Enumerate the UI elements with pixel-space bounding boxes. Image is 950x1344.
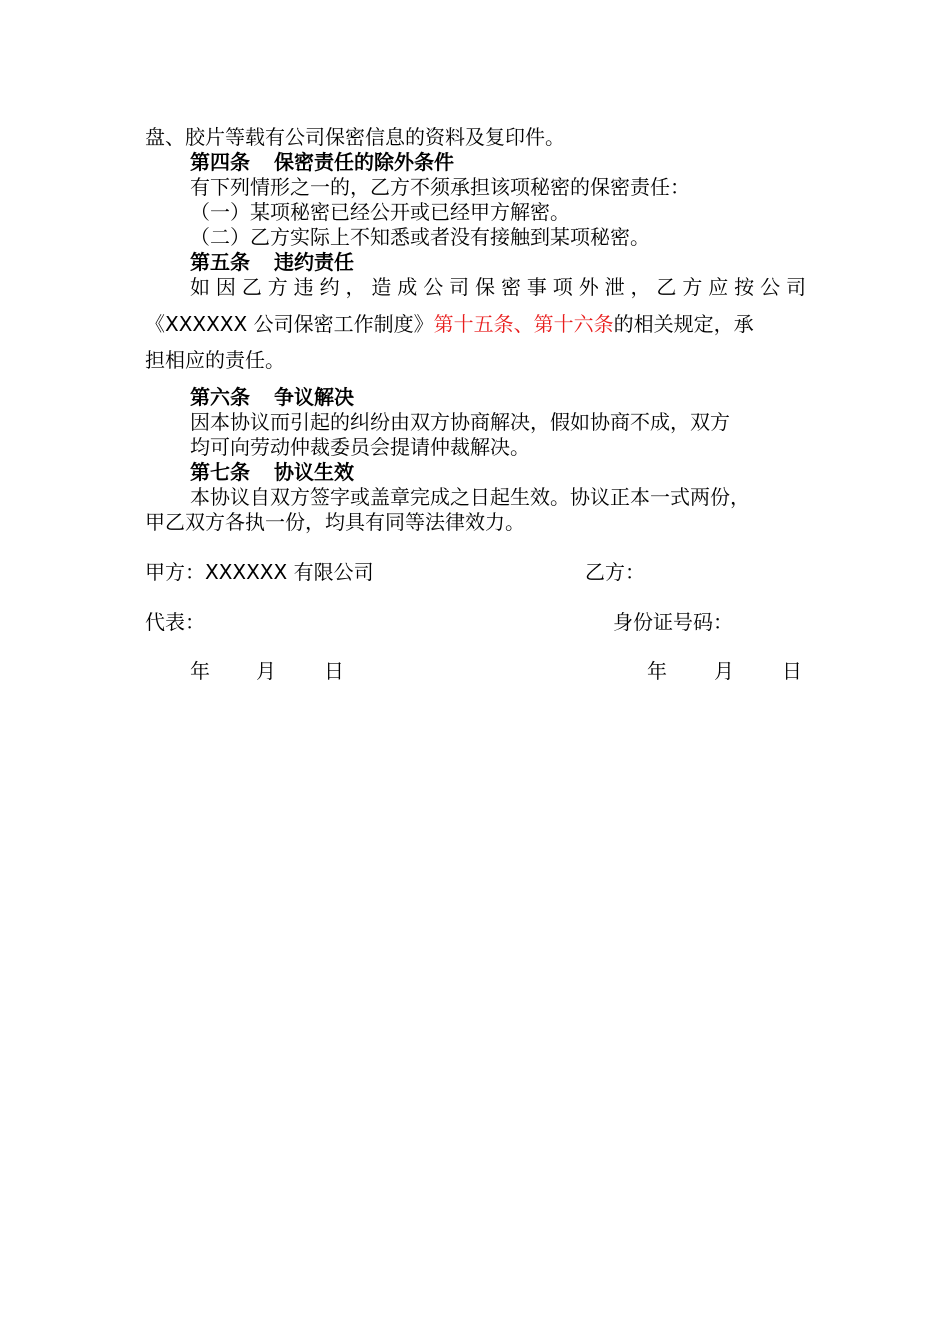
article-5-red-clause-ref: 第十五条、第十六条	[433, 312, 614, 336]
party-b-date-month: 月	[714, 659, 734, 683]
article-6-line-2: 均可向劳动仲裁委员会提请仲裁解决。	[190, 435, 530, 459]
article-4-heading	[190, 150, 454, 175]
article-7-number: 第七条	[190, 460, 250, 484]
party-a-label: 甲方：XXXXXX 有限公司	[145, 560, 374, 584]
representative-label: 代表：	[145, 610, 205, 634]
article-5-line-1: 如因乙方违约，造成公司保密事项外泄，乙方应按公司	[190, 275, 806, 299]
article-6-heading	[190, 385, 354, 410]
party-b-date-day: 日	[782, 659, 802, 683]
article-4-number: 第四条	[190, 150, 250, 174]
article-7-title: 协议生效	[274, 460, 354, 484]
party-a-date-month: 月	[256, 659, 276, 683]
id-number-label: 身份证号码：	[613, 610, 733, 634]
article-5-line-2	[145, 312, 754, 337]
article-5-line-3: 担相应的责任。	[145, 348, 285, 372]
party-b-label: 乙方：	[585, 560, 645, 584]
article-7-heading	[190, 460, 354, 485]
article-6-title: 争议解决	[274, 385, 354, 409]
article-4-title: 保密责任的除外条件	[274, 150, 454, 174]
article-7-line-2: 甲乙双方各执一份，均具有同等法律效力。	[145, 510, 525, 534]
party-a-date-day: 日	[324, 659, 344, 683]
article-5-line-2-prefix: 《XXXXXX 公司保密工作制度》	[145, 312, 434, 336]
article-6-line-1: 因本协议而引起的纠纷由双方协商解决，假如协商不成，双方	[190, 410, 730, 434]
article-7-line-1: 本协议自双方签字或盖章完成之日起生效。协议正本一式两份，	[190, 485, 750, 509]
party-a-date-year: 年	[190, 659, 210, 683]
article-5-heading	[190, 250, 354, 275]
article-5-line-2-suffix: 的相关规定，承	[613, 312, 754, 336]
article-5-title: 违约责任	[274, 250, 354, 274]
article-4-intro: 有下列情形之一的，乙方不须承担该项秘密的保密责任：	[190, 175, 690, 199]
article-6-number: 第六条	[190, 385, 250, 409]
article-4-item-2: （二）乙方实际上不知悉或者没有接触到某项秘密。	[190, 225, 650, 249]
article-4-item-1: （一）某项秘密已经公开或已经甲方解密。	[190, 200, 570, 224]
article-5-number: 第五条	[190, 250, 250, 274]
party-b-date-year: 年	[647, 659, 667, 683]
continuation-line: 盘、胶片等载有公司保密信息的资料及复印件。	[145, 125, 565, 149]
